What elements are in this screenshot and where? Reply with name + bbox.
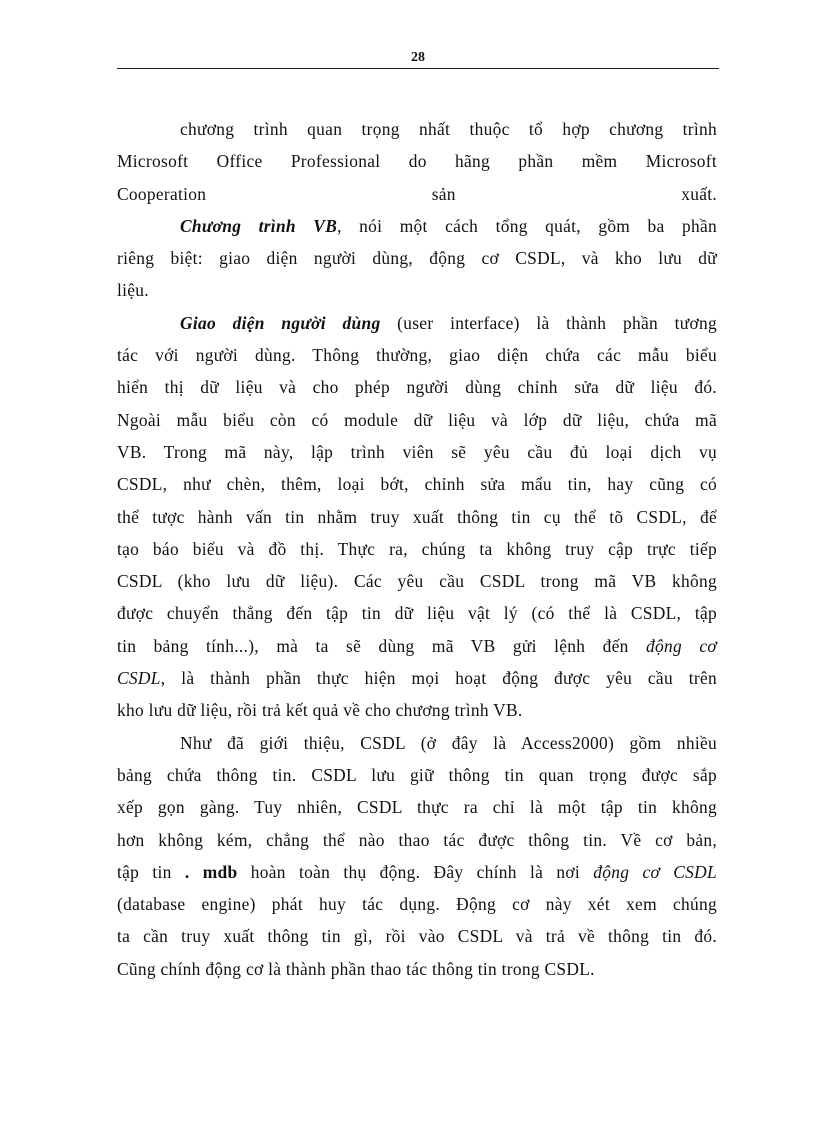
text-line [117,210,717,242]
text-line [117,662,717,694]
text-line: xếp gọn gàng. Tuy nhiên, CSDL thực ra chỉ là một tập tin không [117,797,717,818]
term-mdb: . mdb [184,861,238,882]
text-run: , là thành phần thực hiện mọi hoạt động được yêu cầu trên [160,668,717,689]
text-line: tác với người dùng. Thông thường, giao diện chứa các mẫu biểu [117,345,717,366]
text-line: ta cần truy xuất thông tin gì, rồi vào CSDL và trả về thông tin đó. [117,926,717,947]
text-line [117,630,717,662]
paragraph-4 [117,727,717,985]
text-line: chương trình quan trọng nhất thuộc tổ hợp chương trình [180,119,717,139]
text-run: tập tin [117,861,185,882]
text-line: CSDL, như chèn, thêm, loại bớt, chỉnh sửa mẩu tin, hay cũng có [117,474,717,495]
page-number: 28 [411,50,425,65]
text-run: , nói một cách tổng quát, gồm ba phần [337,215,717,236]
text-line: hiển thị dữ liệu và cho phép người dùng chỉnh sửa dữ liệu đó. [117,377,717,398]
text-line: Như đã giới thiệu, CSDL (ở đây là Access2000) gồm nhiều [180,732,717,753]
text-line [117,856,717,888]
term-dong-co-csdl: động cơ CSDL [593,861,717,882]
text-line [117,307,717,339]
text-line: bảng chứa thông tin. CSDL lưu giữ thông tin quan trọng được sắp [117,764,717,785]
paragraph-3 [117,307,717,727]
text-line: (database engine) phát huy tác dụng. Động cơ này xét xem chúng [117,894,717,915]
text-line: Cooperation sản xuất. [117,183,717,204]
text-line: Ngoài mẫu biểu còn có module dữ liệu và lớp dữ liệu, chứa mã [117,409,717,430]
text-line: Cũng chính động cơ là thành phần thao tác thông tin trong CSDL. [117,958,595,979]
text-line: tạo báo biểu và đồ thị. Thực ra, chúng ta không truy cập trực tiếp [117,538,717,559]
text-line: hơn không kém, chẳng thể nào thao tác được thông tin. Về cơ bản, [117,829,717,850]
text-line: liệu. [117,280,149,301]
text-line: kho lưu dữ liệu, rồi trả kết quả về cho chương trình VB. [117,700,523,721]
term-giao-dien-nguoi-dung: Giao diện người dùng [180,312,381,333]
term-csdl: CSDL [117,668,161,689]
text-line: riêng biệt: giao diện người dùng, động cơ CSDL, và kho lưu dữ [117,248,717,269]
text-line: được chuyển thẳng đến tập tin dữ liệu vật lý (có thể là CSDL, tập [117,603,717,624]
text-line: Microsoft Office Professional do hãng phần mềm Microsoft [117,151,717,172]
text-line: CSDL (kho lưu dữ liệu). Các yêu cầu CSDL trong mã VB không [117,571,717,592]
text-line: thể tược hành vấn tin nhằm truy xuất thông tin cụ thể tõ CSDL, để [117,506,717,527]
document-body [117,113,717,985]
term-chuong-trinh-vb: Chương trình VB [180,215,338,236]
paragraph-2 [117,210,717,307]
text-line: VB. Trong mã này, lập trình viên sẽ yêu cầu đủ loại dịch vụ [117,441,717,462]
paragraph-1 [117,113,717,210]
page-header [117,48,719,69]
text-run: hoàn toàn thụ động. Đây chính là nơi [237,861,594,882]
text-run: tin bảng tính...), mà ta sẽ dùng mã VB gửi lệnh đến [117,635,629,656]
term-dong-co: động cơ [646,635,717,656]
text-run: (user interface) là thành phần tương [380,312,717,333]
